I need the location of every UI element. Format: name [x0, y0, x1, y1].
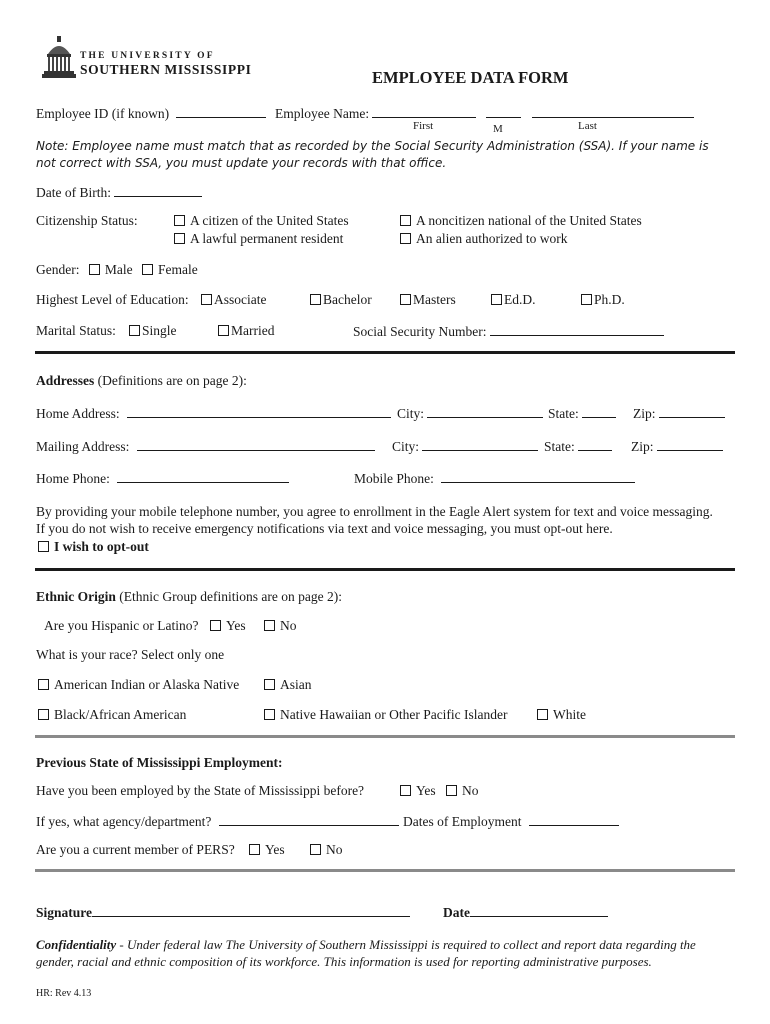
checkbox[interactable] — [400, 785, 411, 796]
race-asian-option[interactable] — [264, 677, 312, 693]
education-edd-option[interactable] — [491, 292, 536, 308]
checkbox[interactable] — [38, 541, 49, 552]
education-bachelor-option[interactable] — [310, 292, 372, 308]
employment-dates-field[interactable] — [529, 813, 619, 826]
gender-label: Gender: — [36, 262, 80, 277]
ethnic-heading-bold: Ethnic Origin — [36, 589, 116, 604]
checkbox[interactable] — [174, 233, 185, 244]
pers-no-option[interactable] — [310, 842, 343, 858]
first-name-field[interactable] — [372, 105, 476, 118]
addresses-heading-bold: Addresses — [36, 373, 95, 388]
option-label: A lawful permanent resident — [190, 231, 344, 246]
ethnic-heading — [36, 589, 342, 605]
checkbox[interactable] — [310, 844, 321, 855]
ssn-field[interactable] — [490, 323, 664, 336]
education-phd-option[interactable] — [581, 292, 625, 308]
opt-out-label: I wish to opt-out — [54, 539, 149, 554]
home-address-row — [36, 405, 391, 422]
option-label: Yes — [265, 842, 285, 857]
option-label: Asian — [280, 677, 312, 692]
option-label: Native Hawaiian or Other Pacific Islander — [280, 707, 508, 722]
home-phone-row — [36, 470, 289, 487]
first-name-caption: First — [413, 120, 434, 132]
mobile-phone-row — [354, 470, 635, 487]
home-state-field[interactable] — [582, 405, 616, 418]
option-label: American Indian or Alaska Native — [54, 677, 240, 692]
mailing-address-row — [36, 438, 375, 455]
option-label: White — [553, 707, 586, 722]
hispanic-no-option[interactable] — [264, 618, 297, 634]
checkbox[interactable] — [89, 264, 100, 275]
agency-row — [36, 813, 399, 830]
checkbox[interactable] — [581, 294, 592, 305]
employee-name-row — [275, 105, 694, 122]
mailing-zip-row — [631, 438, 723, 455]
mailing-zip-field[interactable] — [657, 438, 723, 451]
mobile-phone-label: Mobile Phone: — [354, 471, 434, 486]
home-phone-label: Home Phone: — [36, 471, 110, 486]
option-label: Married — [231, 323, 275, 338]
marital-married-option[interactable] — [218, 323, 274, 339]
checkbox[interactable] — [218, 325, 229, 336]
marital-single-option[interactable] — [129, 323, 177, 339]
education-associate-option[interactable] — [201, 292, 266, 308]
last-name-caption: Last — [578, 120, 597, 132]
checkbox[interactable] — [491, 294, 502, 305]
option-label: Yes — [226, 618, 246, 633]
dob-field[interactable] — [114, 184, 202, 197]
middle-initial-caption: M — [493, 123, 503, 135]
logo-line-1: THE UNIVERSITY OF — [80, 51, 215, 61]
marital-label: Marital Status: — [36, 323, 116, 338]
last-name-field[interactable] — [532, 105, 694, 118]
mailing-state-row — [544, 438, 612, 455]
mailing-state-label: State: — [544, 439, 575, 454]
race-american-indian-option[interactable] — [38, 677, 239, 693]
gender-male-option[interactable] — [89, 262, 133, 277]
employed-question: Have you been employed by the State of Mississippi before? — [36, 783, 365, 798]
university-logo — [42, 36, 267, 78]
option-label: Male — [104, 262, 133, 277]
date-label: Date — [443, 905, 470, 920]
checkbox[interactable] — [142, 264, 153, 275]
employee-name-label: Employee Name: — [275, 106, 370, 121]
opt-out-option[interactable] — [38, 539, 149, 555]
option-label: Single — [142, 323, 177, 338]
revision-footer: HR: Rev 4.13 — [36, 988, 92, 999]
dob-label: Date of Birth: — [36, 185, 111, 200]
option-label: Black/African American — [54, 707, 187, 722]
hispanic-yes-option[interactable] — [210, 618, 246, 634]
option-label: No — [280, 618, 297, 633]
confidentiality-statement — [36, 936, 736, 970]
ssn-label: Social Security Number: — [353, 324, 487, 339]
dome-icon — [42, 36, 76, 78]
pers-question: Are you a current member of PERS? — [36, 842, 235, 857]
employee-id-field[interactable] — [176, 105, 266, 118]
section-divider — [35, 568, 735, 571]
option-label: A citizen of the United States — [190, 213, 349, 228]
addresses-heading-rest: (Definitions are on page 2): — [94, 373, 247, 388]
checkbox[interactable] — [537, 709, 548, 720]
eagle-alert-text: By providing your mobile telephone number, you agree to enrollment in the Eagle Alert system for text and voice messaging. If you do not wish to receive emergency notifications via text and voice messaging, you must opt-out here. — [36, 504, 713, 536]
form-title: EMPLOYEE DATA FORM — [372, 68, 569, 87]
checkbox[interactable] — [446, 785, 457, 796]
option-label: No — [326, 842, 343, 857]
checkbox[interactable] — [38, 709, 49, 720]
section-divider — [35, 735, 735, 738]
checkbox[interactable] — [174, 215, 185, 226]
mailing-zip-label: Zip: — [631, 439, 654, 454]
option-label: Yes — [416, 783, 436, 798]
checkbox[interactable] — [129, 325, 140, 336]
home-zip-row — [633, 405, 725, 422]
checkbox[interactable] — [264, 679, 275, 690]
home-address-field[interactable] — [127, 405, 391, 418]
checkbox[interactable] — [210, 620, 221, 631]
signature-label: Signature — [36, 905, 93, 920]
mailing-city-row — [392, 438, 538, 455]
citizenship-option-alien-authorized[interactable] — [400, 231, 567, 247]
employment-dates-row — [403, 813, 619, 830]
employed-yes-option[interactable] — [400, 783, 436, 799]
home-city-label: City: — [397, 406, 425, 421]
home-phone-field[interactable] — [117, 470, 289, 483]
addresses-heading — [36, 373, 247, 389]
checkbox[interactable] — [264, 709, 275, 720]
gender-row — [36, 262, 198, 278]
option-label: No — [462, 783, 479, 798]
home-state-label: State: — [548, 406, 579, 421]
home-zip-label: Zip: — [633, 406, 656, 421]
section-divider — [35, 869, 735, 872]
mobile-phone-field[interactable] — [441, 470, 635, 483]
home-address-label: Home Address: — [36, 406, 120, 421]
mailing-city-label: City: — [392, 439, 420, 454]
hispanic-question: Are you Hispanic or Latino? — [44, 618, 199, 633]
ssn-row — [353, 323, 664, 340]
gender-female-option[interactable] — [142, 262, 198, 277]
home-state-row — [548, 405, 616, 422]
option-label: Ph.D. — [594, 292, 625, 307]
race-white-option[interactable] — [537, 707, 586, 723]
checkbox[interactable] — [38, 679, 49, 690]
signature-row — [36, 904, 410, 921]
agency-field[interactable] — [219, 813, 399, 826]
checkbox[interactable] — [400, 233, 411, 244]
mailing-city-field[interactable] — [422, 438, 538, 451]
checkbox[interactable] — [249, 844, 260, 855]
middle-initial-field[interactable] — [486, 105, 521, 118]
checkbox[interactable] — [400, 215, 411, 226]
checkbox[interactable] — [201, 294, 212, 305]
citizenship-label: Citizenship Status: — [36, 213, 138, 228]
confidentiality-label: Confidentiality — [36, 937, 117, 952]
mailing-address-field[interactable] — [137, 438, 375, 451]
employee-id-row — [36, 105, 266, 122]
home-city-row — [397, 405, 543, 422]
pers-yes-option[interactable] — [249, 842, 285, 858]
confidentiality-text: - Under federal law The University of Southern Mississippi is required to collect and report data regarding the gender, racial and ethnic composition of its workforce. This information is used for reporting administrative purposes. — [36, 937, 696, 969]
ethnic-heading-rest: (Ethnic Group definitions are on page 2): — [115, 589, 342, 604]
mailing-state-field[interactable] — [578, 438, 612, 451]
dob-row — [36, 184, 202, 201]
logo-line-2: SOUTHERN MISSISSIPPI — [80, 62, 252, 77]
option-label: Masters — [413, 292, 456, 307]
race-native-hawaiian-option[interactable] — [264, 707, 508, 723]
agency-label: If yes, what agency/department? — [36, 814, 212, 829]
option-label: Bachelor — [323, 292, 372, 307]
mailing-address-label: Mailing Address: — [36, 439, 130, 454]
race-black-option[interactable] — [38, 707, 186, 723]
option-label: A noncitizen national of the United States — [416, 213, 642, 228]
date-field[interactable] — [470, 904, 608, 917]
ssa-note: Note: Employee name must match that as recorded by the Social Security Administration (SSA). If your name is not correct with SSA, you must update your records with that office. — [36, 139, 709, 170]
citizenship-option-permanent-resident[interactable] — [174, 231, 343, 247]
previous-employment-heading: Previous State of Mississippi Employment: — [36, 755, 283, 770]
education-label: Highest Level of Education: — [36, 292, 189, 307]
race-question: What is your race? Select only one — [36, 647, 225, 662]
employment-dates-label: Dates of Employment — [403, 814, 522, 829]
employee-id-label: Employee ID (if known) — [36, 106, 170, 121]
section-divider — [35, 351, 735, 354]
employed-no-option[interactable] — [446, 783, 479, 799]
citizenship-option-citizen[interactable] — [174, 213, 349, 229]
signature-field[interactable] — [92, 904, 410, 917]
home-zip-field[interactable] — [659, 405, 725, 418]
option-label: An alien authorized to work — [416, 231, 568, 246]
checkbox[interactable] — [400, 294, 411, 305]
home-city-field[interactable] — [427, 405, 543, 418]
date-row — [443, 904, 608, 921]
option-label: Ed.D. — [504, 292, 536, 307]
checkbox[interactable] — [264, 620, 275, 631]
option-label: Associate — [214, 292, 267, 307]
checkbox[interactable] — [310, 294, 321, 305]
citizenship-option-noncitizen-national[interactable] — [400, 213, 642, 229]
option-label: Female — [157, 262, 198, 277]
education-masters-option[interactable] — [400, 292, 456, 308]
